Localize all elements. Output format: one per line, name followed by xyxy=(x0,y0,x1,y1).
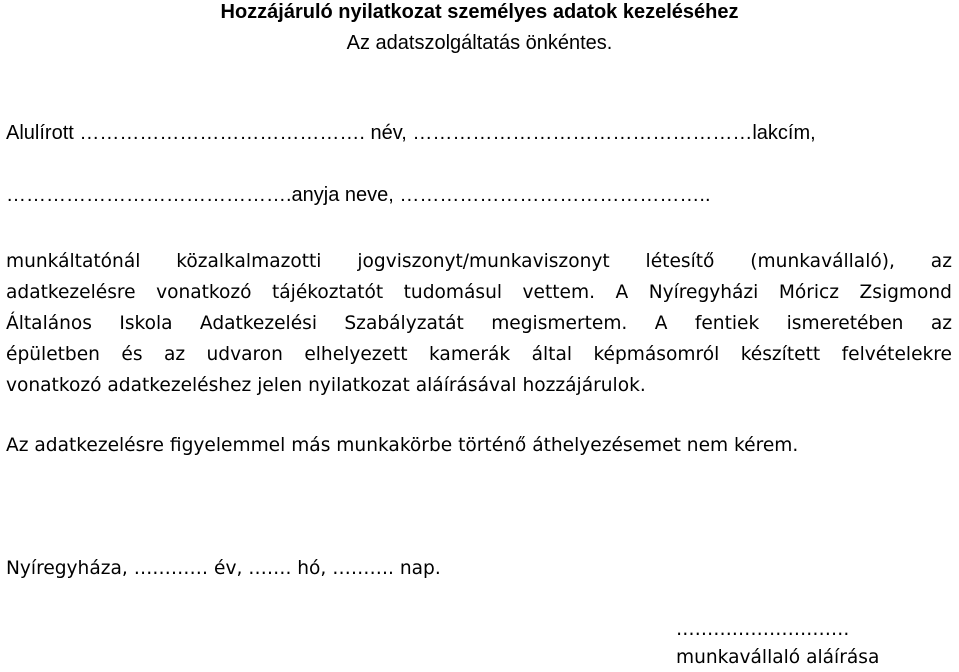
transfer-statement: Az adatkezelésre figyelemmel más munkakörbe történő áthelyezésemet nem kérem. xyxy=(6,435,799,456)
paragraph-word: Adatkezelési xyxy=(199,313,318,334)
paragraph-word: Általános xyxy=(6,313,92,334)
paragraph-word: fentiek xyxy=(694,313,760,334)
paragraph-word: kamerák xyxy=(428,344,511,365)
paragraph-word: nyilatkozat xyxy=(308,375,416,396)
signature-line: ………………………. xyxy=(676,619,850,640)
paragraph-word: A xyxy=(615,282,629,303)
paragraph-word: elhelyezett xyxy=(304,344,408,365)
paragraph-line xyxy=(6,246,952,277)
paragraph-word: jogviszonyt/munkaviszonyt xyxy=(357,251,610,272)
place-date-line: Nyíregyháza, ………… év, ……. hó, ………. nap. xyxy=(6,558,441,579)
paragraph-word: közalkalmazotti xyxy=(176,251,322,272)
paragraph-word: Iskola xyxy=(119,313,173,334)
paragraph-word: képmásomról xyxy=(593,344,720,365)
paragraph-line xyxy=(6,277,952,308)
paragraph-word: felvételekre xyxy=(841,344,952,365)
paragraph-word: vettem. xyxy=(522,282,596,303)
document-subtitle: Az adatszolgáltatás önkéntes. xyxy=(346,32,613,54)
paragraph-word: megismertem. xyxy=(491,313,628,334)
paragraph-word: az xyxy=(930,251,952,272)
signature-label: munkavállaló aláírása xyxy=(676,647,880,668)
paragraph-word: az xyxy=(930,313,952,334)
paragraph-word: adatkezelésre xyxy=(6,282,136,303)
paragraph-word: által xyxy=(531,344,573,365)
paragraph-word: A xyxy=(654,313,668,334)
paragraph-word: jelen xyxy=(257,375,309,396)
mother-name-line: …………………………………….anyja neve, ……………………………………….. xyxy=(6,184,711,206)
paragraph-line xyxy=(6,308,952,339)
paragraph-word: hozzájárulok. xyxy=(522,375,646,396)
paragraph-word: adatkezeléshez xyxy=(107,375,258,396)
paragraph-word: Zsigmond xyxy=(859,282,952,303)
paragraph-word: és xyxy=(121,344,143,365)
paragraph-word: vonatkozó xyxy=(156,282,252,303)
paragraph-word: épületben xyxy=(6,344,100,365)
paragraph-word: Szabályzatát xyxy=(344,313,464,334)
paragraph-word: vonatkozó xyxy=(6,375,108,396)
paragraph-word: udvaron xyxy=(206,344,283,365)
paragraph-line xyxy=(6,339,952,370)
paragraph-word: tudomásul xyxy=(403,282,503,303)
paragraph-word: ismeretében xyxy=(786,313,904,334)
paragraph-word: munkáltatónál xyxy=(6,251,141,272)
paragraph-word: aláírásával xyxy=(415,375,523,396)
paragraph-word: létesítő xyxy=(645,251,715,272)
paragraph-word: az xyxy=(163,344,186,365)
paragraph-word: Móricz xyxy=(778,282,840,303)
name-address-line: Alulírott ……………………………………. név, ……………………………………………lakcím, xyxy=(6,122,816,144)
document-title: Hozzájáruló nyilatkozat személyes adatok kezeléséhez xyxy=(220,1,739,23)
declaration-paragraph xyxy=(6,246,952,401)
paragraph-word: Nyíregyházi xyxy=(648,282,759,303)
paragraph-word: (munkavállaló), xyxy=(750,251,895,272)
paragraph-word: tájékoztatót xyxy=(272,282,384,303)
paragraph-line xyxy=(6,370,952,401)
paragraph-word: készített xyxy=(740,344,821,365)
